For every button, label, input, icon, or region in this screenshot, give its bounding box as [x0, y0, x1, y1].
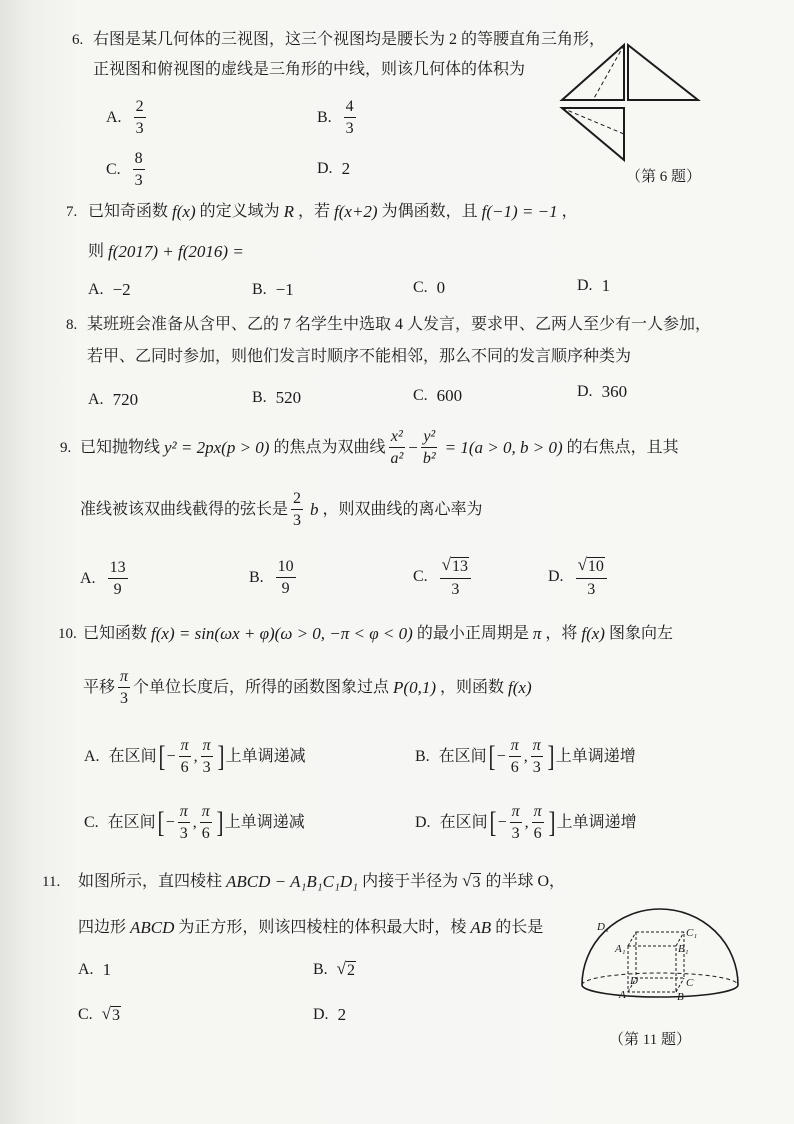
numerator: π	[200, 803, 212, 823]
stem-text: 右图是某几何体的三视图，这三个视图均是腰长为 2 的等腰直角三角形，	[93, 31, 606, 48]
numerator: π	[531, 737, 543, 757]
option-label: C.	[106, 160, 121, 178]
square-root	[462, 872, 481, 892]
option-value: 2	[337, 1005, 347, 1024]
q9-option-d	[548, 556, 610, 598]
fraction	[200, 803, 212, 842]
minus-sign: −	[165, 813, 175, 831]
numerator: 8	[133, 150, 145, 170]
numerator: x²	[389, 428, 405, 448]
math-expression: f(2017) + f(2016) =	[108, 242, 244, 261]
q9-stem-line-2	[80, 490, 483, 529]
stem-text: 图象向左	[608, 625, 673, 642]
vertex-label-b: B	[677, 991, 684, 1003]
q6-figure-caption: （第 6 题）	[626, 169, 702, 185]
option-value: −1	[275, 280, 294, 299]
right-bracket: ]	[548, 805, 556, 839]
q8-stem-line-2	[87, 347, 631, 367]
vertex-label-a1: A₁	[615, 943, 626, 955]
q9-option-c	[413, 556, 474, 598]
denominator: a²	[390, 450, 404, 467]
option-label: A.	[88, 391, 104, 408]
option-label: C.	[84, 813, 99, 831]
denominator: 3	[532, 759, 541, 776]
fraction	[291, 490, 303, 529]
numerator: 4	[344, 98, 356, 118]
stem-text: 平移	[83, 678, 116, 696]
option-value: 1	[102, 960, 112, 979]
denominator: 3	[134, 172, 143, 189]
prism-edge	[676, 978, 684, 992]
denominator: 3	[293, 512, 302, 529]
math-expression: ABCD	[130, 918, 175, 937]
q11-stem-line-2	[78, 918, 543, 938]
option-label: B.	[252, 389, 267, 406]
q8-option-b	[252, 388, 301, 408]
q10-option-a	[84, 737, 306, 776]
math-expression: b	[310, 499, 319, 519]
option-label: D.	[313, 1006, 329, 1023]
radical-sign: √	[441, 555, 452, 574]
fraction	[421, 428, 438, 467]
question-number: 10.	[58, 626, 77, 642]
q6-stem-line-2	[93, 60, 525, 80]
square-root	[442, 556, 469, 576]
math-expression: π	[532, 624, 542, 643]
denominator: 3	[451, 581, 460, 598]
option-label: C.	[413, 387, 428, 404]
numerator: y²	[421, 428, 437, 448]
stem-text: 的右焦点，且其	[566, 438, 679, 456]
minus-sign: −	[408, 437, 418, 457]
stem-text: 的长是	[495, 919, 544, 936]
q8-option-a	[88, 390, 138, 410]
option-label: B.	[317, 108, 332, 126]
q8-option-c	[413, 386, 462, 406]
stem-text: 个单位长度后，所得的函数图象过点	[133, 678, 390, 696]
denominator: 6	[201, 825, 210, 842]
numerator: π	[179, 737, 191, 757]
option-label: B.	[313, 961, 328, 978]
math-expression: f(x)	[508, 677, 532, 697]
option-label: A.	[78, 961, 94, 978]
q11-option-b	[313, 960, 356, 980]
fraction	[440, 556, 471, 598]
option-label: D.	[577, 383, 593, 400]
q6-option-c	[106, 150, 148, 189]
denominator: b²	[422, 450, 436, 467]
option-value: 520	[275, 388, 302, 407]
option-value: 360	[601, 382, 628, 401]
math-expression: AB	[470, 918, 492, 937]
stem-text: ，则双曲线的离心率为	[322, 500, 483, 518]
base-ellipse-back-dashed	[582, 973, 738, 985]
numerator: 10	[276, 558, 296, 578]
q10-stem-line-1	[58, 624, 673, 644]
stem-text: ，将	[545, 625, 578, 642]
fraction	[388, 428, 405, 467]
right-bracket: ]	[547, 739, 555, 773]
option-value: 600	[436, 386, 463, 405]
square-root	[102, 1005, 121, 1025]
q7-stem-line-1	[66, 202, 578, 222]
front-view-median-dashed	[593, 45, 624, 100]
option-text: 上单调递减	[224, 813, 305, 831]
base-ellipse-front	[582, 985, 738, 997]
radical-sign: √	[101, 1004, 112, 1023]
front-view-triangle	[562, 45, 624, 100]
fraction	[133, 150, 145, 189]
q6-stem-line-1	[72, 30, 605, 50]
fraction	[344, 98, 356, 137]
option-text: 上单调递增	[556, 813, 637, 831]
option-label: A.	[106, 108, 122, 126]
denominator: 6	[180, 759, 189, 776]
question-number: 6.	[72, 32, 84, 48]
minus-sign: −	[497, 813, 507, 831]
top-view-median-dashed	[562, 108, 624, 134]
stem-text: 如图所示，直四棱柱	[78, 873, 223, 890]
numerator: π	[118, 668, 130, 688]
numerator	[576, 556, 607, 579]
hemisphere-prism-figure	[575, 900, 745, 1010]
denominator: 3	[120, 690, 129, 707]
q10-option-d	[415, 803, 637, 842]
radicand: 2	[347, 962, 356, 979]
q11-stem-line-1	[42, 872, 565, 892]
denominator: 6	[510, 759, 519, 776]
comma: ,	[523, 747, 528, 765]
option-text: 在区间	[107, 813, 156, 831]
fraction	[532, 803, 544, 842]
numerator: π	[509, 737, 521, 757]
left-bracket: [	[488, 739, 496, 773]
question-number: 7.	[66, 204, 78, 220]
q6-option-d	[317, 159, 350, 179]
option-label: A.	[88, 281, 104, 298]
fraction	[531, 737, 543, 776]
math-expression: f(x+2)	[334, 202, 378, 221]
option-label: C.	[413, 568, 428, 585]
stem-text: 准线被该双曲线截得的弦长是	[80, 500, 289, 518]
radicand: 3	[472, 874, 481, 891]
stem-text: ，若	[298, 203, 331, 220]
prism-edge	[628, 932, 636, 946]
left-bracket: [	[158, 739, 166, 773]
math-expression: f(x) = sin(ωx + φ)(ω > 0, −π < φ < 0)	[151, 624, 413, 643]
comma: ,	[524, 813, 529, 831]
denominator: 3	[345, 120, 354, 137]
stem-text: ，	[561, 203, 578, 220]
math-expression: f(x)	[581, 624, 605, 643]
option-text: 在区间	[108, 747, 157, 765]
fraction	[510, 803, 522, 842]
left-bracket: [	[489, 805, 497, 839]
square-root	[578, 556, 605, 576]
comma: ,	[192, 813, 197, 831]
numerator: π	[201, 737, 213, 757]
q11-option-d	[313, 1005, 346, 1025]
math-expression: R	[283, 202, 295, 221]
numerator	[440, 556, 471, 579]
option-text: 在区间	[439, 813, 488, 831]
option-value: 1	[601, 276, 611, 295]
q9-option-a	[80, 559, 131, 598]
numerator: 2	[134, 98, 146, 118]
math-expression: y² = 2px(p > 0)	[164, 437, 270, 457]
radical-sign: √	[577, 555, 587, 574]
stem-text: 内接于半径为	[362, 873, 459, 890]
option-value: −2	[112, 280, 131, 299]
option-label: C.	[78, 1006, 93, 1023]
numerator: π	[510, 803, 522, 823]
denominator: 9	[113, 581, 122, 598]
option-label: D.	[548, 568, 564, 585]
denominator: 3	[587, 581, 596, 598]
q10-option-b	[415, 737, 636, 776]
q11-option-a	[78, 960, 111, 980]
denominator: 3	[511, 825, 520, 842]
vertex-label-b1: B₁	[678, 943, 689, 955]
q10-option-c	[84, 803, 305, 842]
radical-sign: √	[336, 959, 347, 978]
stem-text: 为正方形，则该四棱柱的体积最大时，棱	[178, 919, 467, 936]
stem-text: 为偶函数，且	[381, 203, 478, 220]
math-expression: P(0,1)	[393, 677, 437, 697]
stem-text: 已知奇函数	[88, 203, 169, 220]
three-view-figure	[555, 35, 705, 167]
prism-back-face	[636, 932, 684, 978]
question-number: 9.	[60, 439, 72, 456]
option-label: D.	[577, 277, 593, 294]
option-label: B.	[415, 747, 430, 765]
comma: ,	[193, 747, 198, 765]
vertex-label-a: A	[619, 989, 626, 1001]
option-content	[109, 737, 306, 776]
minus-sign: −	[166, 747, 176, 765]
q8-option-d	[577, 382, 627, 402]
option-content	[440, 803, 637, 842]
stem-text: ，则函数	[440, 678, 505, 696]
fraction	[178, 803, 190, 842]
math-expression: = 1(a > 0, b > 0)	[444, 437, 563, 457]
math-expression: f(x)	[172, 202, 196, 221]
q7-option-a	[88, 280, 131, 300]
radicand: 13	[452, 558, 469, 575]
denominator: 6	[533, 825, 542, 842]
question-number: 8.	[66, 317, 78, 333]
side-view-triangle	[628, 45, 698, 100]
q10-stem-line-2	[83, 668, 536, 707]
left-bracket: [	[157, 805, 165, 839]
q11-figure-caption: （第 11 题）	[609, 1032, 691, 1048]
vertex-label-c: C	[686, 977, 694, 989]
radicand: 10	[587, 558, 604, 575]
q8-stem-line-1	[66, 315, 711, 335]
option-value: 2	[341, 159, 351, 178]
math-expression: f(−1) = −1	[481, 202, 558, 221]
option-content	[108, 803, 305, 842]
stem-text: 则	[88, 243, 105, 260]
stem-text: 的定义域为	[199, 203, 280, 220]
option-text: 在区间	[438, 747, 487, 765]
numerator: π	[178, 803, 190, 823]
question-number: 11.	[42, 874, 61, 890]
option-content	[439, 737, 636, 776]
q9-option-b	[249, 558, 299, 597]
q7-stem-line-2	[88, 242, 248, 262]
math-expression: ABCD − A₁B₁C₁D₁	[226, 872, 359, 891]
square-root	[337, 960, 356, 980]
q7-option-c	[413, 278, 445, 298]
stem-text: 的半球 O，	[485, 873, 566, 890]
right-bracket: ]	[217, 739, 225, 773]
option-label: B.	[249, 568, 264, 586]
q6-option-b	[317, 98, 359, 137]
denominator: 3	[135, 120, 144, 137]
q9-stem-line-1	[60, 428, 679, 467]
vertex-label-c1: C₁	[686, 927, 698, 939]
numerator: π	[532, 803, 544, 823]
fraction	[276, 558, 296, 597]
denominator: 3	[179, 825, 188, 842]
option-label: A.	[80, 569, 96, 587]
fraction	[134, 98, 146, 137]
stem-text: 正视图和俯视图的虚线是三角形的中线，则该几何体的体积为	[93, 61, 526, 78]
option-label: B.	[252, 281, 267, 298]
numerator: 2	[291, 490, 303, 510]
option-value: 0	[436, 278, 446, 297]
stem-text: 的焦点为双曲线	[273, 438, 386, 456]
stem-text: 若甲、乙同时参加，则他们发言时顺序不能相邻，那么不同的发言顺序种类为	[87, 348, 632, 365]
q7-option-d	[577, 276, 610, 296]
vertex-label-d1: D₁	[597, 921, 609, 933]
option-label: D.	[415, 813, 431, 831]
radical-sign: √	[462, 871, 472, 890]
q11-option-c	[78, 1005, 121, 1025]
option-label: A.	[84, 747, 100, 765]
stem-text: 某班班会准备从含甲、乙的 7 名学生中选取 4 人发言，要求甲、乙两人至少有一人参加，	[87, 316, 712, 333]
top-view-triangle	[562, 108, 624, 160]
fraction	[509, 737, 521, 776]
fraction	[108, 559, 128, 598]
fraction	[576, 556, 607, 598]
option-value: 720	[112, 390, 139, 409]
fraction	[118, 668, 130, 707]
numerator: 13	[108, 559, 128, 579]
fraction	[201, 737, 213, 776]
stem-text: 已知抛物线	[80, 438, 161, 456]
option-text: 上单调递减	[225, 747, 306, 765]
stem-text: 已知函数	[83, 625, 148, 642]
vertex-label-d: D	[630, 975, 638, 987]
option-label: C.	[413, 279, 428, 296]
option-text: 上单调递增	[555, 747, 636, 765]
denominator: 3	[202, 759, 211, 776]
option-label: D.	[317, 160, 333, 177]
right-bracket: ]	[216, 805, 224, 839]
radicand: 3	[112, 1007, 121, 1024]
fraction	[179, 737, 191, 776]
stem-text: 四边形	[78, 919, 127, 936]
denominator: 9	[281, 580, 290, 597]
q6-option-a	[106, 98, 149, 137]
stem-text: 的最小正周期是	[416, 625, 529, 642]
q7-option-b	[252, 280, 294, 300]
minus-sign: −	[496, 747, 506, 765]
